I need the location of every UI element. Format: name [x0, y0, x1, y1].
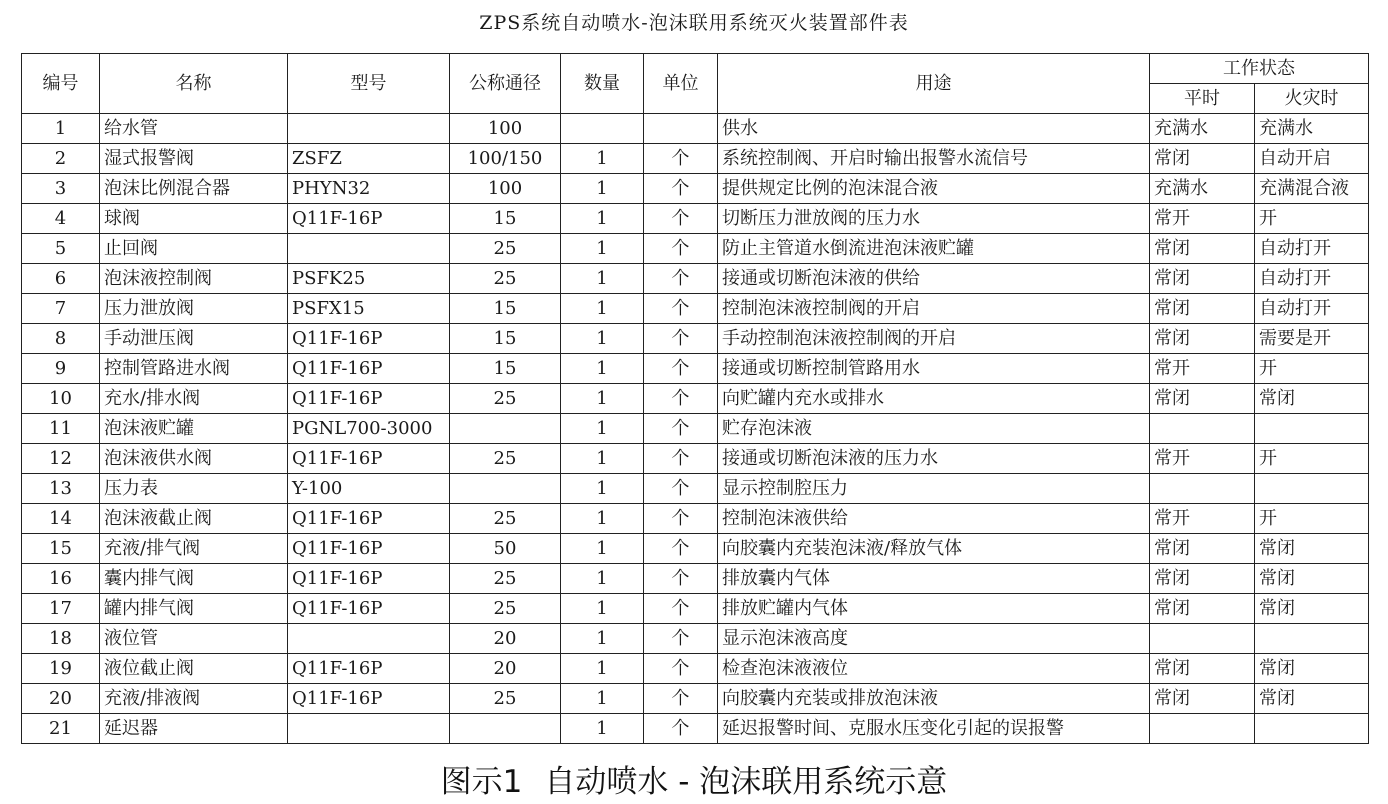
cell-no: 15	[22, 534, 100, 564]
cell-dn: 15	[450, 324, 561, 354]
cell-fire: 常闭	[1255, 684, 1369, 714]
cell-normal: 常闭	[1150, 594, 1255, 624]
cell-name: 充液/排气阀	[100, 534, 288, 564]
table-row	[22, 144, 1369, 174]
cell-qty	[561, 114, 644, 144]
cell-no: 12	[22, 444, 100, 474]
header-unit: 单位	[644, 54, 718, 114]
cell-unit: 个	[644, 144, 718, 174]
cell-no: 9	[22, 354, 100, 384]
cell-normal: 常闭	[1150, 654, 1255, 684]
cell-name: 湿式报警阀	[100, 144, 288, 174]
cell-qty: 1	[561, 354, 644, 384]
cell-qty: 1	[561, 714, 644, 744]
cell-fire: 开	[1255, 354, 1369, 384]
cell-use: 切断压力泄放阀的压力水	[718, 204, 1150, 234]
cell-unit	[644, 114, 718, 144]
cell-fire: 自动开启	[1255, 144, 1369, 174]
cell-use: 显示泡沫液高度	[718, 624, 1150, 654]
cell-no: 8	[22, 324, 100, 354]
cell-normal: 常开	[1150, 354, 1255, 384]
cell-model: Q11F-16P	[288, 504, 450, 534]
cell-qty: 1	[561, 474, 644, 504]
cell-normal: 常闭	[1150, 324, 1255, 354]
cell-fire: 自动打开	[1255, 234, 1369, 264]
header-dn: 公称通径	[450, 54, 561, 114]
cell-dn: 25	[450, 564, 561, 594]
cell-normal: 常闭	[1150, 234, 1255, 264]
cell-unit: 个	[644, 204, 718, 234]
table-row	[22, 114, 1369, 144]
cell-use: 排放囊内气体	[718, 564, 1150, 594]
table-row	[22, 444, 1369, 474]
cell-model	[288, 234, 450, 264]
cell-use: 提供规定比例的泡沫混合液	[718, 174, 1150, 204]
cell-use: 贮存泡沫液	[718, 414, 1150, 444]
cell-unit: 个	[644, 414, 718, 444]
table-row	[22, 264, 1369, 294]
table-row	[22, 204, 1369, 234]
cell-unit: 个	[644, 654, 718, 684]
cell-use: 手动控制泡沫液控制阀的开启	[718, 324, 1150, 354]
cell-fire: 开	[1255, 444, 1369, 474]
cell-name: 液位管	[100, 624, 288, 654]
cell-dn: 100	[450, 174, 561, 204]
cell-model: Q11F-16P	[288, 534, 450, 564]
table-row	[22, 624, 1369, 654]
cell-model: Y-100	[288, 474, 450, 504]
cell-fire: 常闭	[1255, 534, 1369, 564]
cell-unit: 个	[644, 234, 718, 264]
cell-no: 6	[22, 264, 100, 294]
cell-fire: 自动打开	[1255, 294, 1369, 324]
cell-name: 压力表	[100, 474, 288, 504]
table-row	[22, 504, 1369, 534]
cell-dn: 25	[450, 504, 561, 534]
cell-qty: 1	[561, 624, 644, 654]
cell-dn: 15	[450, 354, 561, 384]
table-row	[22, 174, 1369, 204]
cell-normal: 充满水	[1150, 174, 1255, 204]
header-no: 编号	[22, 54, 100, 114]
cell-normal: 常开	[1150, 204, 1255, 234]
cell-name: 罐内排气阀	[100, 594, 288, 624]
cell-fire: 充满水	[1255, 114, 1369, 144]
cell-dn: 50	[450, 534, 561, 564]
cell-no: 10	[22, 384, 100, 414]
cell-name: 泡沫液供水阀	[100, 444, 288, 474]
cell-unit: 个	[644, 324, 718, 354]
cell-dn: 100/150	[450, 144, 561, 174]
cell-dn	[450, 414, 561, 444]
parts-table	[21, 53, 1369, 744]
cell-normal: 常闭	[1150, 534, 1255, 564]
cell-fire: 自动打开	[1255, 264, 1369, 294]
cell-fire	[1255, 714, 1369, 744]
cell-model: Q11F-16P	[288, 564, 450, 594]
cell-model	[288, 114, 450, 144]
cell-name: 给水管	[100, 114, 288, 144]
cell-model: Q11F-16P	[288, 654, 450, 684]
cell-no: 7	[22, 294, 100, 324]
cell-normal: 常闭	[1150, 264, 1255, 294]
cell-qty: 1	[561, 594, 644, 624]
table-row	[22, 234, 1369, 264]
cell-name: 球阀	[100, 204, 288, 234]
cell-fire: 开	[1255, 204, 1369, 234]
cell-unit: 个	[644, 354, 718, 384]
table-row	[22, 654, 1369, 684]
figure-caption	[0, 762, 1388, 802]
cell-fire	[1255, 624, 1369, 654]
cell-use: 系统控制阀、开启时输出报警水流信号	[718, 144, 1150, 174]
cell-fire: 充满混合液	[1255, 174, 1369, 204]
header-use: 用途	[718, 54, 1150, 114]
cell-unit: 个	[644, 384, 718, 414]
caption-text: 自动喷水 - 泡沫联用系统示意	[544, 764, 948, 800]
cell-no: 4	[22, 204, 100, 234]
cell-model: Q11F-16P	[288, 324, 450, 354]
cell-dn: 20	[450, 654, 561, 684]
cell-use: 向贮罐内充水或排水	[718, 384, 1150, 414]
cell-dn: 15	[450, 294, 561, 324]
table-row	[22, 714, 1369, 744]
table-row	[22, 294, 1369, 324]
header-fire: 火灾时	[1255, 84, 1369, 114]
cell-unit: 个	[644, 174, 718, 204]
table-row	[22, 414, 1369, 444]
cell-use: 显示控制腔压力	[718, 474, 1150, 504]
cell-name: 囊内排气阀	[100, 564, 288, 594]
cell-use: 接通或切断控制管路用水	[718, 354, 1150, 384]
cell-no: 11	[22, 414, 100, 444]
cell-use: 防止主管道水倒流进泡沫液贮罐	[718, 234, 1150, 264]
cell-qty: 1	[561, 534, 644, 564]
cell-fire: 常闭	[1255, 594, 1369, 624]
cell-model: PSFX15	[288, 294, 450, 324]
cell-use: 接通或切断泡沫液的压力水	[718, 444, 1150, 474]
cell-unit: 个	[644, 684, 718, 714]
cell-dn: 20	[450, 624, 561, 654]
cell-model: Q11F-16P	[288, 354, 450, 384]
table-row	[22, 384, 1369, 414]
cell-qty: 1	[561, 654, 644, 684]
cell-no: 5	[22, 234, 100, 264]
cell-unit: 个	[644, 534, 718, 564]
cell-unit: 个	[644, 294, 718, 324]
cell-qty: 1	[561, 414, 644, 444]
cell-model: Q11F-16P	[288, 444, 450, 474]
table-row	[22, 354, 1369, 384]
table-row	[22, 324, 1369, 354]
cell-no: 2	[22, 144, 100, 174]
cell-qty: 1	[561, 324, 644, 354]
cell-qty: 1	[561, 204, 644, 234]
cell-model: PHYN32	[288, 174, 450, 204]
table-row	[22, 594, 1369, 624]
cell-use: 延迟报警时间、克服水压变化引起的误报警	[718, 714, 1150, 744]
header-model: 型号	[288, 54, 450, 114]
cell-normal	[1150, 414, 1255, 444]
cell-qty: 1	[561, 564, 644, 594]
cell-no: 16	[22, 564, 100, 594]
cell-no: 3	[22, 174, 100, 204]
table-row	[22, 474, 1369, 504]
cell-normal: 常开	[1150, 504, 1255, 534]
cell-model	[288, 624, 450, 654]
cell-name: 延迟器	[100, 714, 288, 744]
cell-name: 止回阀	[100, 234, 288, 264]
cell-unit: 个	[644, 264, 718, 294]
cell-unit: 个	[644, 474, 718, 504]
cell-model: Q11F-16P	[288, 594, 450, 624]
cell-dn	[450, 474, 561, 504]
cell-fire	[1255, 414, 1369, 444]
cell-qty: 1	[561, 174, 644, 204]
cell-normal: 常开	[1150, 444, 1255, 474]
caption-label: 图示1	[440, 764, 523, 800]
cell-dn: 25	[450, 684, 561, 714]
cell-no: 17	[22, 594, 100, 624]
cell-no: 18	[22, 624, 100, 654]
cell-use: 向胶囊内充装泡沫液/释放气体	[718, 534, 1150, 564]
table-row	[22, 534, 1369, 564]
cell-name: 泡沫比例混合器	[100, 174, 288, 204]
header-state: 工作状态	[1150, 54, 1369, 84]
cell-qty: 1	[561, 294, 644, 324]
cell-normal: 常闭	[1150, 144, 1255, 174]
cell-qty: 1	[561, 234, 644, 264]
cell-no: 20	[22, 684, 100, 714]
cell-use: 接通或切断泡沫液的供给	[718, 264, 1150, 294]
cell-dn: 25	[450, 234, 561, 264]
cell-no: 21	[22, 714, 100, 744]
cell-fire: 需要是开	[1255, 324, 1369, 354]
cell-model	[288, 714, 450, 744]
cell-use: 向胶囊内充装或排放泡沫液	[718, 684, 1150, 714]
cell-no: 19	[22, 654, 100, 684]
cell-use: 控制泡沫液控制阀的开启	[718, 294, 1150, 324]
table-title: ZPS系统自动喷水-泡沫联用系统灭火装置部件表	[479, 12, 909, 34]
cell-normal: 常闭	[1150, 564, 1255, 594]
cell-qty: 1	[561, 144, 644, 174]
cell-dn: 25	[450, 444, 561, 474]
header-qty: 数量	[561, 54, 644, 114]
cell-dn: 100	[450, 114, 561, 144]
cell-fire: 常闭	[1255, 384, 1369, 414]
cell-use: 控制泡沫液供给	[718, 504, 1150, 534]
cell-use: 排放贮罐内气体	[718, 594, 1150, 624]
cell-fire	[1255, 474, 1369, 504]
cell-fire: 常闭	[1255, 564, 1369, 594]
cell-dn: 25	[450, 264, 561, 294]
cell-fire: 开	[1255, 504, 1369, 534]
cell-name: 手动泄压阀	[100, 324, 288, 354]
cell-model: PGNL700-3000	[288, 414, 450, 444]
cell-no: 14	[22, 504, 100, 534]
cell-name: 泡沫液截止阀	[100, 504, 288, 534]
cell-normal	[1150, 624, 1255, 654]
cell-unit: 个	[644, 624, 718, 654]
cell-qty: 1	[561, 444, 644, 474]
cell-qty: 1	[561, 504, 644, 534]
cell-model: ZSFZ	[288, 144, 450, 174]
cell-no: 1	[22, 114, 100, 144]
cell-normal: 常闭	[1150, 384, 1255, 414]
cell-dn: 25	[450, 594, 561, 624]
cell-model: Q11F-16P	[288, 204, 450, 234]
table-row	[22, 684, 1369, 714]
cell-unit: 个	[644, 504, 718, 534]
cell-unit: 个	[644, 564, 718, 594]
cell-name: 液位截止阀	[100, 654, 288, 684]
table-row	[22, 564, 1369, 594]
cell-fire: 常闭	[1255, 654, 1369, 684]
cell-normal	[1150, 474, 1255, 504]
cell-dn: 25	[450, 384, 561, 414]
cell-qty: 1	[561, 264, 644, 294]
cell-unit: 个	[644, 714, 718, 744]
cell-unit: 个	[644, 444, 718, 474]
cell-qty: 1	[561, 684, 644, 714]
header-normal: 平时	[1150, 84, 1255, 114]
header-name: 名称	[100, 54, 288, 114]
cell-name: 充液/排液阀	[100, 684, 288, 714]
cell-normal: 常闭	[1150, 294, 1255, 324]
cell-model: Q11F-16P	[288, 684, 450, 714]
cell-unit: 个	[644, 594, 718, 624]
cell-use: 供水	[718, 114, 1150, 144]
cell-name: 充水/排水阀	[100, 384, 288, 414]
cell-dn: 15	[450, 204, 561, 234]
cell-normal	[1150, 714, 1255, 744]
cell-name: 泡沫液贮罐	[100, 414, 288, 444]
cell-use: 检查泡沫液液位	[718, 654, 1150, 684]
cell-name: 控制管路进水阀	[100, 354, 288, 384]
cell-normal: 常闭	[1150, 684, 1255, 714]
cell-name: 泡沫液控制阀	[100, 264, 288, 294]
cell-name: 压力泄放阀	[100, 294, 288, 324]
cell-dn	[450, 714, 561, 744]
cell-qty: 1	[561, 384, 644, 414]
cell-model: Q11F-16P	[288, 384, 450, 414]
cell-no: 13	[22, 474, 100, 504]
cell-normal: 充满水	[1150, 114, 1255, 144]
table-body	[22, 114, 1369, 744]
cell-model: PSFK25	[288, 264, 450, 294]
